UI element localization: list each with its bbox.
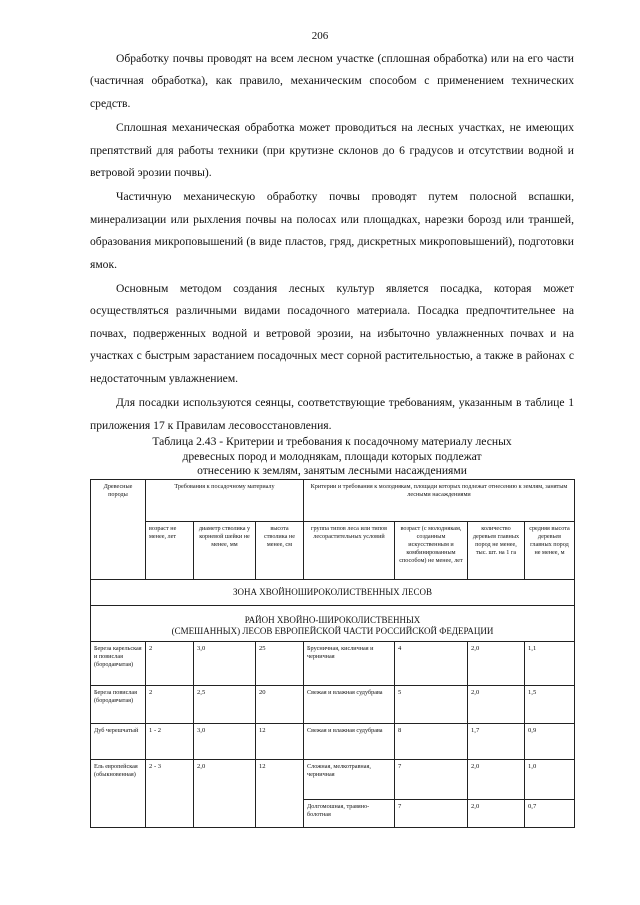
cell-avg-height: 0,9: [525, 724, 575, 760]
body-text: [90, 48, 574, 439]
table-row: [91, 760, 575, 800]
region-title-line: РАЙОН ХВОЙНО-ШИРОКОЛИСТВЕННЫХ: [244, 615, 421, 625]
table-row: [91, 724, 575, 760]
header-height: высота стволика не менее, см: [256, 522, 304, 580]
cell-young-age: 8: [395, 724, 468, 760]
planting-material-table: [90, 479, 575, 828]
cell-height: 20: [256, 686, 304, 724]
table-caption-line: отнесению к землям, занятым лесными насаждениями: [197, 464, 467, 477]
cell-age: 2: [146, 686, 194, 724]
cell-young-age: 5: [395, 686, 468, 724]
table-caption: [90, 435, 574, 479]
cell-avg-height: 1,0: [525, 760, 575, 800]
cell-diameter: 3,0: [194, 724, 256, 760]
header-young-age: возраст (с молоднякам, созданным искусственным и комбинированным способом) не менее, лет: [395, 522, 468, 580]
cell-forest-type: Брусничная, кисличная и черничная: [304, 642, 395, 686]
cell-young-age: 7: [395, 760, 468, 800]
cell-count: 2,0: [468, 642, 525, 686]
cell-avg-height: 0,7: [525, 800, 575, 828]
header-avg-height: средняя высота деревьев главных пород не менее, м: [525, 522, 575, 580]
cell-age: 1 - 2: [146, 724, 194, 760]
cell-age: 2 - 3: [146, 760, 194, 828]
cell-species: Береза карельская и повислая (бородавчатая): [91, 642, 146, 686]
region-row: [91, 606, 575, 642]
cell-forest-type: Долгомошная, травяно-болотная: [304, 800, 395, 828]
cell-height: 12: [256, 760, 304, 828]
region-title: [91, 606, 575, 642]
zone-row: [91, 580, 575, 606]
paragraph: Частичную механическую обработку почвы проводят путем полосной вспашки, минерализации или рыхления почвы на полосах или площадках, нарезки борозд или траншей, образования микроповышений (в виде пластов, гряд, дискретных микроповышений), подготовки ямок.: [90, 190, 574, 271]
cell-species: Ель европейская (обыкновенная): [91, 760, 146, 828]
cell-count: 2,0: [468, 686, 525, 724]
paragraph: Обработку почвы проводят на всем лесном участке (сплошная обработка) или на его части (частичная обработка), как правило, механическим способом с применением технических средств.: [90, 52, 574, 110]
cell-height: 25: [256, 642, 304, 686]
cell-forest-type: Свежая и влажная судубрава: [304, 686, 395, 724]
header-count: количество деревьев главных пород не менее, тыс. шт. на 1 га: [468, 522, 525, 580]
cell-forest-type: Свежая и влажная судубрава: [304, 724, 395, 760]
cell-young-age: 7: [395, 800, 468, 828]
cell-forest-type: Сложная, мелкотравная, черничная: [304, 760, 395, 800]
header-age: возраст не менее, лет: [146, 522, 194, 580]
table-caption-line: Таблица 2.43 - Критерии и требования к посадочному материалу лесных: [152, 435, 512, 448]
header-young-group: Критерии и требования к молоднякам, площади которых подлежат отнесению к землям, занятым лесными насаждениями: [304, 480, 575, 522]
header-diameter: диаметр стволика у корневой шейки не менее, мм: [194, 522, 256, 580]
cell-count: 2,0: [468, 800, 525, 828]
page-number: 206: [311, 30, 329, 42]
cell-height: 12: [256, 724, 304, 760]
cell-species: Дуб черешчатый: [91, 724, 146, 760]
table-subheader-row: [91, 522, 575, 580]
cell-count: 2,0: [468, 760, 525, 800]
cell-age: 2: [146, 642, 194, 686]
cell-species: Береза повислая (бородавчатая): [91, 686, 146, 724]
region-title-line: (СМЕШАННЫХ) ЛЕСОВ ЕВРОПЕЙСКОЙ ЧАСТИ РОССИЙСКОЙ ФЕДЕРАЦИИ: [171, 626, 494, 636]
cell-diameter: 2,0: [194, 760, 256, 828]
table-row: [91, 642, 575, 686]
paragraph: Для посадки используются сеянцы, соответствующие требованиям, указанным в таблице 1 приложения 17 к Правилам лесовосстановления.: [90, 396, 574, 432]
paragraph: Основным методом создания лесных культур является посадка, которая может осуществляться различными видами посадочного материала. Посадка предпочтительнее на почвах, подверженных водной и ветровой эрозии, на избыточно увлажненных почвах и на участках с быстрым зарастанием посадочных мест сорной растительностью, а также в районах с недостаточным увлажнением.: [90, 282, 574, 385]
header-planting-group: Требования к посадочному материалу: [146, 480, 304, 522]
cell-avg-height: 1,1: [525, 642, 575, 686]
header-species: Древесные породы: [91, 480, 146, 580]
table-header-row: [91, 480, 575, 522]
cell-diameter: 3,0: [194, 642, 256, 686]
zone-title: ЗОНА ХВОЙНОШИРОКОЛИСТВЕННЫХ ЛЕСОВ: [91, 580, 575, 606]
header-forest-type: группа типов леса или типов лесорастительных условий: [304, 522, 395, 580]
table-caption-line: древесных пород и молоднякам, площади которых подлежат: [182, 449, 482, 463]
cell-young-age: 4: [395, 642, 468, 686]
table-row: [91, 686, 575, 724]
cell-diameter: 2,5: [194, 686, 256, 724]
cell-avg-height: 1,5: [525, 686, 575, 724]
paragraph: Сплошная механическая обработка может проводиться на лесных участках, не имеющих препятствий для работы техники (при крутизне склонов до 6 градусов и отсутствии водной и ветровой эрозии почвы).: [90, 121, 574, 180]
cell-count: 1,7: [468, 724, 525, 760]
